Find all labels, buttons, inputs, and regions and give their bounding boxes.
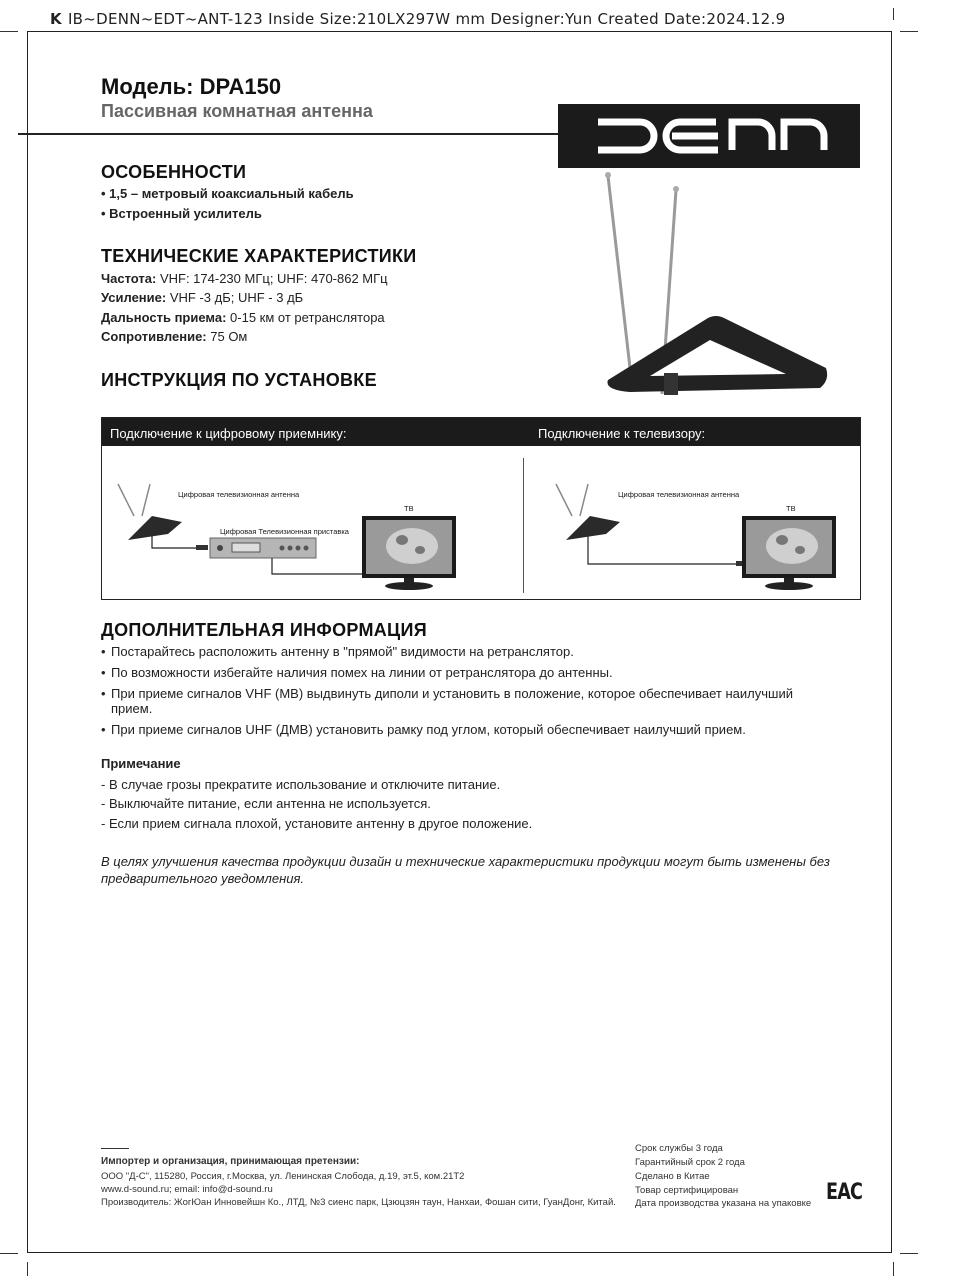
service-life: Срок службы 3 года [635, 1143, 723, 1154]
production-date: Дата производства указана на упаковке [635, 1198, 812, 1209]
list-item-text: Постарайтесь расположить антенну в "прямой" видимости на ретранслятор. [111, 644, 574, 659]
specs-heading: ТЕХНИЧЕСКИЕ ХАРАКТЕРИСТИКИ [101, 246, 417, 266]
spec-row [101, 329, 247, 344]
page-subtitle: Пассивная комнатная антенна [101, 101, 373, 121]
crop-mark [27, 1262, 28, 1276]
features-heading: ОСОБЕННОСТИ [101, 162, 247, 182]
list-item-text: При приеме сигналов UHF (ДМВ) установить рамку под углом, который обеспечивает наилучший прием. [111, 722, 746, 737]
list-item [101, 686, 821, 716]
list-item-text: При приеме сигналов VHF (МВ) выдвинуть диполи и установить в положение, которое обеспечивает наилучший прием. [111, 686, 793, 716]
panel-header [102, 418, 860, 446]
extra-list [101, 644, 821, 737]
spec-value: VHF -3 дБ; UHF - 3 дБ [166, 290, 304, 305]
spec-row [101, 271, 388, 286]
extra-heading: ДОПОЛНИТЕЛЬНАЯ ИНФОРМАЦИЯ [101, 620, 427, 640]
title-rule [18, 133, 558, 135]
label-tv-left: ТВ [404, 504, 414, 513]
bullet: • [101, 644, 106, 659]
left-diagram-title: Подключение к цифровому приемнику: [110, 426, 347, 441]
warranty: Гарантийный срок 2 года [635, 1157, 745, 1168]
feature-item: • Встроенный усилитель [101, 206, 262, 221]
note-item: - В случае грозы прекратите использование и отключите питание. [101, 777, 501, 792]
spec-row [101, 290, 303, 305]
list-item-text: По возможности избегайте наличия помех на линии от ретранслятора до антенны. [111, 665, 613, 680]
spec-label: Сопротивление: [101, 329, 207, 344]
spec-label: Усиление: [101, 290, 167, 305]
crop-mark [900, 1253, 918, 1254]
label-antenna-left: Цифровая телевизионная антенна [178, 490, 300, 499]
install-diagram-panel [101, 417, 861, 600]
spec-value: VHF: 174-230 МГц; UHF: 470-862 МГц [156, 271, 388, 286]
note-item: - Выключайте питание, если антенна не используется. [101, 796, 431, 811]
crop-mark [893, 8, 894, 20]
eac-mark: EAC [826, 1180, 863, 1205]
label-tv-right: ТВ [786, 504, 796, 513]
made-in: Сделано в Китае [635, 1171, 710, 1182]
bullet: • [101, 722, 106, 737]
note-item: - Если прием сигнала плохой, установите антенну в другое положение. [101, 816, 533, 831]
spec-label: Частота: [101, 271, 157, 286]
list-item [101, 665, 821, 680]
install-heading: ИНСТРУКЦИЯ ПО УСТАНОВКЕ [101, 370, 377, 390]
importer-title: Импортер и организация, принимающая претензии: [101, 1156, 360, 1167]
list-item [101, 644, 821, 659]
spec-row [101, 310, 385, 325]
label-antenna-right: Цифровая телевизионная антенна [618, 490, 740, 499]
denn-logo-mark [558, 104, 860, 168]
brand-logo [558, 104, 860, 168]
importer-contacts: www.d-sound.ru; email: info@d-sound.ru [101, 1184, 273, 1195]
spec-value: 0-15 км от ретранслятора [226, 310, 385, 325]
page-title: Модель: DPA150 [101, 74, 282, 99]
manufacturer: Производитель: ЖогЮан Инновейшн Ко., ЛТД, №3 сиенс парк, Цзюцзян таун, Нанхаи, Фошан сити, ГуанДонг, Китай. [101, 1197, 616, 1208]
label-stb: Цифровая Телевизионная приставка [220, 527, 349, 536]
importer-address: ООО "Д-С", 115280, Россия, г.Москва, ул. Ленинская Слобода, д.19, эт.5, ком.21Т2 [101, 1171, 465, 1182]
bullet: • [101, 665, 106, 680]
list-item [101, 722, 821, 737]
footer-rule [101, 1148, 129, 1149]
spec-label: Дальность приема: [101, 310, 227, 325]
crop-mark [0, 31, 18, 32]
crop-mark [900, 31, 918, 32]
feature-item: • 1,5 – метровый коаксиальный кабель [101, 186, 354, 201]
spec-value: 75 Ом [206, 329, 248, 344]
disclaimer: В целях улучшения качества продукции дизайн и технические характеристики продукции могут быть изменены без предварительного уведомления. [101, 854, 830, 886]
crop-mark [0, 1253, 18, 1254]
print-mark: K [50, 10, 62, 28]
bullet: • [101, 686, 106, 701]
antenna-product-image [590, 168, 840, 404]
right-diagram-title: Подключение к телевизору: [538, 426, 706, 441]
panel-divider [523, 458, 524, 593]
print-info: IB~DENN~EDT~ANT-123 Inside Size:210LX297W mm Designer:Yun Created Date:2024.12.9 [67, 10, 786, 28]
certified: Товар сертифицирован [635, 1185, 739, 1196]
note-heading: Примечание [101, 756, 181, 771]
print-header [50, 10, 785, 28]
crop-mark [893, 1262, 894, 1276]
